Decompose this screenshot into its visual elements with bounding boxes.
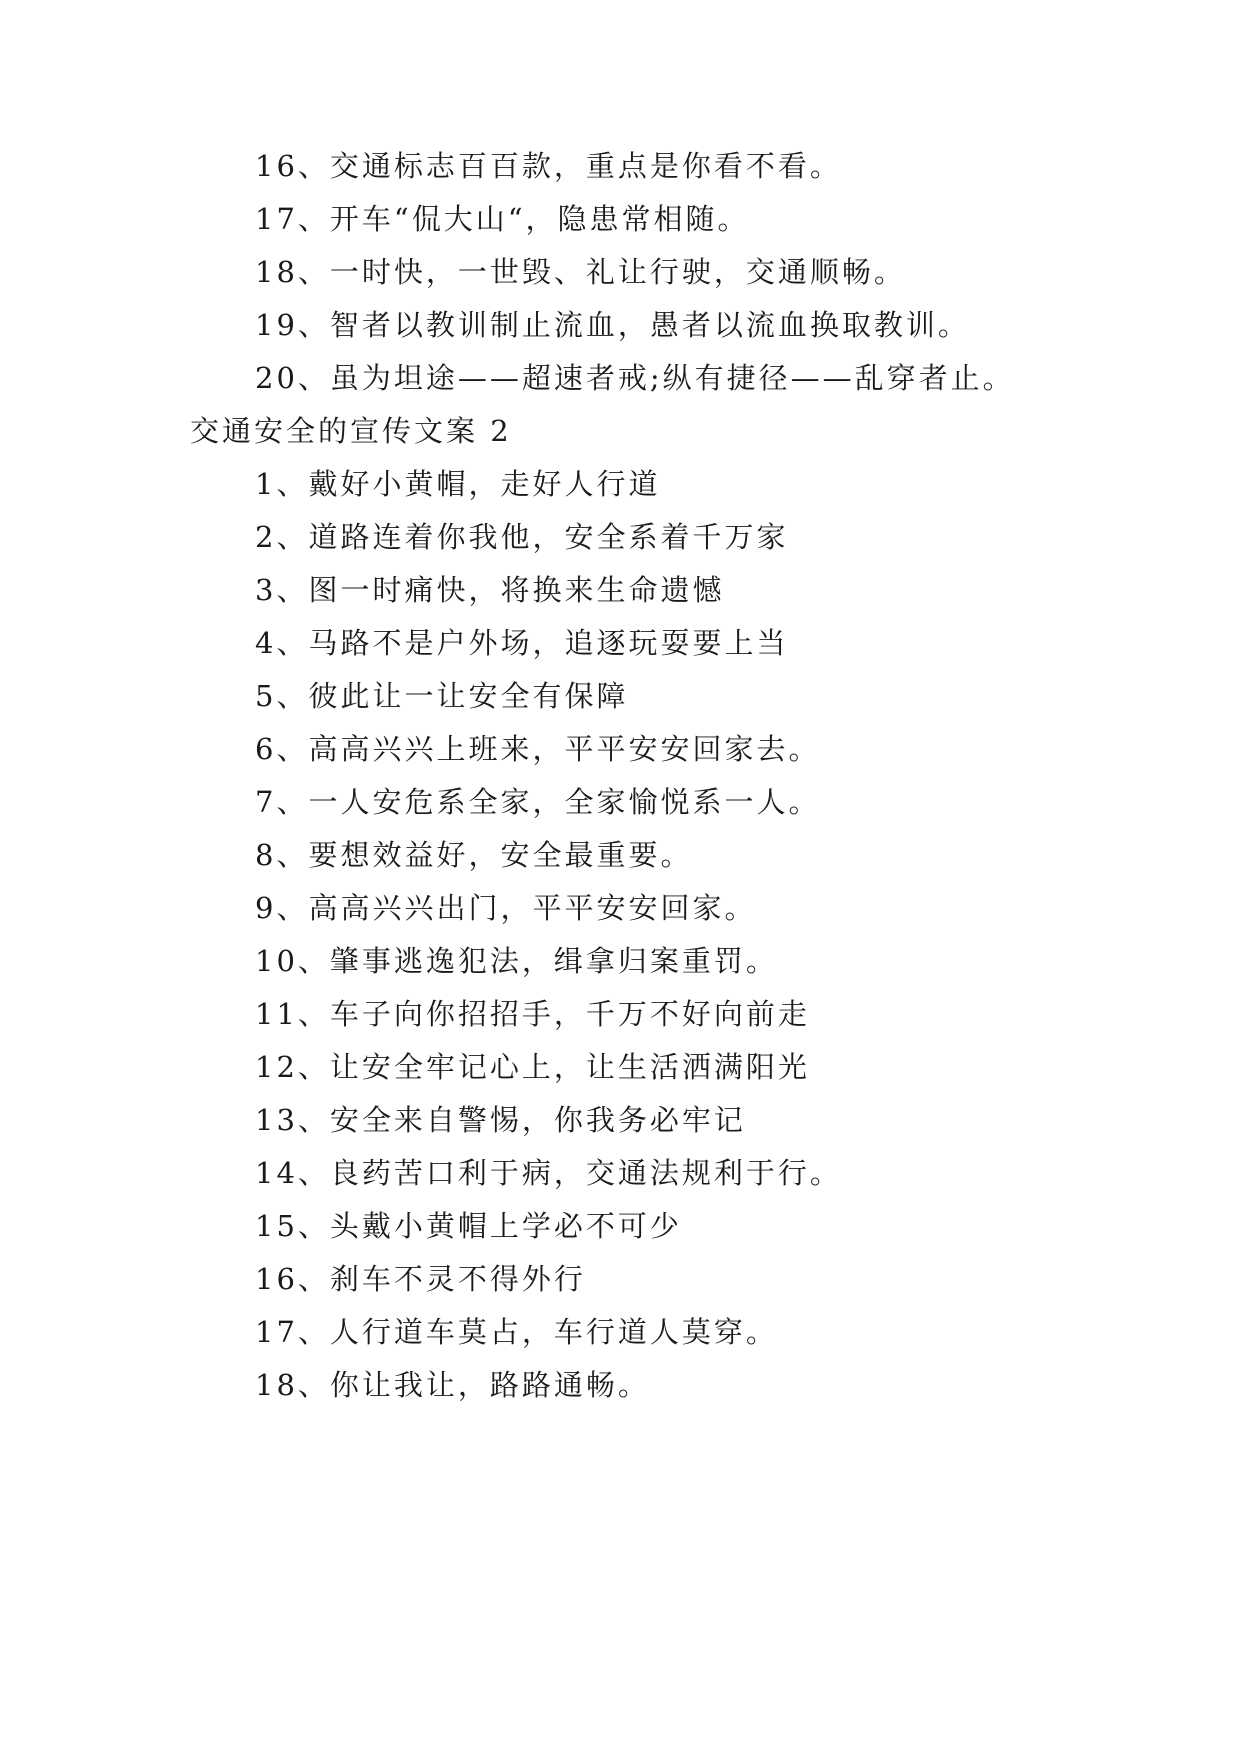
list-item: 15、头戴小黄帽上学必不可少 <box>255 1209 682 1243</box>
section-heading: 交通安全的宣传文案 2 <box>190 414 512 448</box>
list-item: 18、你让我让，路路通畅。 <box>255 1368 650 1402</box>
list-item: 14、良药苦口利于病，交通法规利于行。 <box>255 1156 842 1190</box>
list-item: 18、一时快，一世毁、礼让行驶，交通顺畅。 <box>255 255 906 289</box>
list-item: 1、戴好小黄帽，走好人行道 <box>255 467 661 501</box>
list-item: 11、车子向你招招手，千万不好向前走 <box>255 997 810 1031</box>
list-item: 16、交通标志百百款，重点是你看不看。 <box>255 149 842 183</box>
list-item: 9、高高兴兴出门，平平安安回家。 <box>255 891 757 925</box>
list-item: 19、智者以教训制止流血，愚者以流血换取教训。 <box>255 308 970 342</box>
list-item: 7、一人安危系全家，全家愉悦系一人。 <box>255 785 821 819</box>
list-item: 17、人行道车莫占，车行道人莫穿。 <box>255 1315 778 1349</box>
list-item: 10、肇事逃逸犯法，缉拿归案重罚。 <box>255 944 778 978</box>
list-item: 3、图一时痛快，将换来生命遗憾 <box>255 573 725 607</box>
list-item: 12、让安全牢记心上，让生活洒满阳光 <box>255 1050 810 1084</box>
list-item: 6、高高兴兴上班来，平平安安回家去。 <box>255 732 821 766</box>
list-item: 5、彼此让一让安全有保障 <box>255 679 629 713</box>
list-item: 13、安全来自警惕，你我务必牢记 <box>255 1103 746 1137</box>
list-item: 2、道路连着你我他，安全系着千万家 <box>255 520 789 554</box>
list-item: 17、开车“侃大山“，隐患常相随。 <box>255 202 750 236</box>
list-item: 16、刹车不灵不得外行 <box>255 1262 586 1296</box>
list-item: 4、马路不是户外场，追逐玩耍要上当 <box>255 626 789 660</box>
list-item: 20、虽为坦途——超速者戒;纵有捷径——乱穿者止。 <box>255 361 1015 395</box>
list-item: 8、要想效益好，安全最重要。 <box>255 838 693 872</box>
